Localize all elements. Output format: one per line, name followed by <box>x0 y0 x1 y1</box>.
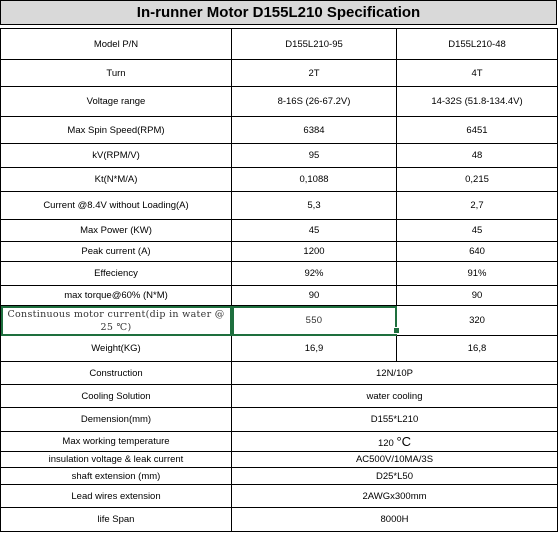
cell-value-95[interactable]: D155L210-95 <box>232 29 397 60</box>
row-label[interactable]: Max Spin Speed(RPM) <box>1 117 232 144</box>
cell-value-95[interactable]: 16,9 <box>232 336 397 362</box>
row-label[interactable]: Cooling Solution <box>1 385 232 408</box>
table-row <box>1 385 558 408</box>
row-label[interactable]: shaft extension (mm) <box>1 468 232 485</box>
row-label[interactable]: life Span <box>1 508 232 532</box>
cell-value-48[interactable]: 4T <box>397 60 558 87</box>
cell-value-95[interactable]: 45 <box>232 220 397 242</box>
row-label[interactable]: Construction <box>1 362 232 385</box>
row-label[interactable]: Kt(N*M/A) <box>1 168 232 192</box>
cell-value-95[interactable]: 6384 <box>232 117 397 144</box>
table-row <box>1 408 558 432</box>
cell-value-shared[interactable]: D25*L50 <box>232 468 558 485</box>
cell-value-95[interactable]: 92% <box>232 262 397 286</box>
row-label[interactable]: Turn <box>1 60 232 87</box>
table-row <box>1 508 558 532</box>
table-row <box>1 262 558 286</box>
row-label[interactable]: Effeciency <box>1 262 232 286</box>
cell-value-48[interactable]: 0,215 <box>397 168 558 192</box>
temperature-unit: °C <box>396 434 412 449</box>
cell-value-95[interactable]: 5,3 <box>232 192 397 220</box>
row-label[interactable]: Peak current (A) <box>1 242 232 262</box>
table-row <box>1 485 558 508</box>
row-label[interactable]: Current @8.4V without Loading(A) <box>1 192 232 220</box>
table-row <box>1 452 558 468</box>
table-row <box>1 242 558 262</box>
table-row <box>1 432 558 452</box>
sheet-title: In-runner Motor D155L210 Specification <box>0 0 557 25</box>
cell-value-95[interactable]: 0,1088 <box>232 168 397 192</box>
row-label[interactable]: Weight(KG) <box>1 336 232 362</box>
table-row <box>1 87 558 117</box>
cell-value-95-selected[interactable]: 550 <box>232 306 397 336</box>
table-row <box>1 286 558 306</box>
row-label[interactable]: kV(RPM/V) <box>1 144 232 168</box>
table-row <box>1 336 558 362</box>
row-label[interactable]: Max Power (KW) <box>1 220 232 242</box>
row-label[interactable]: max torque@60% (N*M) <box>1 286 232 306</box>
table-row <box>1 192 558 220</box>
row-label[interactable]: insulation voltage & leak current <box>1 452 232 468</box>
row-label[interactable]: Demension(mm) <box>1 408 232 432</box>
cell-value-shared[interactable]: 8000H <box>232 508 558 532</box>
table-row <box>1 306 558 336</box>
cell-value-48[interactable]: 91% <box>397 262 558 286</box>
cell-value-48[interactable]: 45 <box>397 220 558 242</box>
row-label[interactable]: Max working temperature <box>1 432 232 452</box>
table-row <box>1 468 558 485</box>
table-row <box>1 117 558 144</box>
cell-value-48[interactable]: 640 <box>397 242 558 262</box>
cell-value-48[interactable]: D155L210-48 <box>397 29 558 60</box>
table-row <box>1 144 558 168</box>
row-label[interactable]: Voltage range <box>1 87 232 117</box>
temperature-value: 120 <box>377 438 394 449</box>
cell-value-shared[interactable] <box>232 432 558 452</box>
cell-value-48[interactable]: 90 <box>397 286 558 306</box>
cell-value-95[interactable]: 95 <box>232 144 397 168</box>
row-label[interactable]: Model P/N <box>1 29 232 60</box>
cell-value-95[interactable]: 2T <box>232 60 397 87</box>
cell-value-shared[interactable]: 12N/10P <box>232 362 558 385</box>
cell-value-shared[interactable]: AC500V/10MA/3S <box>232 452 558 468</box>
cell-value-48[interactable]: 48 <box>397 144 558 168</box>
cell-value-95[interactable]: 1200 <box>232 242 397 262</box>
cell-value-shared[interactable]: water cooling <box>232 385 558 408</box>
table-row <box>1 220 558 242</box>
cell-value-95[interactable]: 90 <box>232 286 397 306</box>
table-row <box>1 29 558 60</box>
table-row <box>1 60 558 87</box>
cell-value-48[interactable]: 16,8 <box>397 336 558 362</box>
cell-value-48[interactable]: 2,7 <box>397 192 558 220</box>
cell-value-shared[interactable]: 2AWGx300mm <box>232 485 558 508</box>
cell-value-48[interactable]: 14-32S (51.8-134.4V) <box>397 87 558 117</box>
selection-fill-handle[interactable] <box>393 327 400 334</box>
row-label-selected[interactable]: Constinuous motor current(dip in water @ 25 ℃) <box>1 306 232 336</box>
cell-value-95[interactable]: 8-16S (26-67.2V) <box>232 87 397 117</box>
row-label[interactable]: Lead wires extension <box>1 485 232 508</box>
cell-value-48[interactable]: 320 <box>397 306 558 336</box>
cell-value-shared[interactable]: D155*L210 <box>232 408 558 432</box>
table-row <box>1 362 558 385</box>
cell-value-48[interactable]: 6451 <box>397 117 558 144</box>
spec-table <box>0 28 558 532</box>
table-row <box>1 168 558 192</box>
